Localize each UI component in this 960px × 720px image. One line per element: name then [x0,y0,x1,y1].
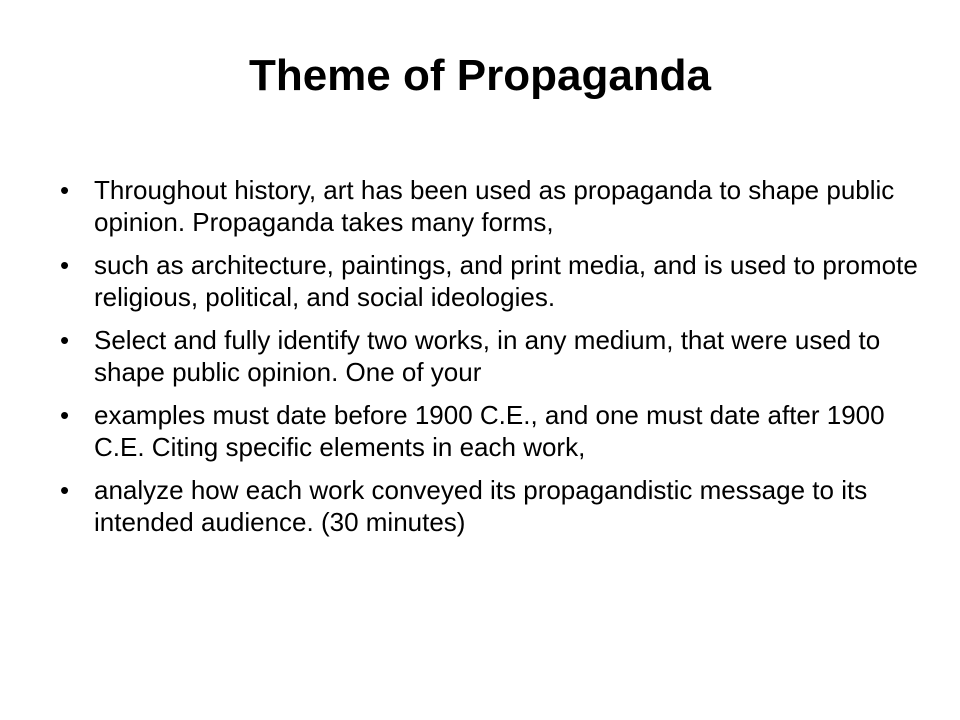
bullet-icon: • [60,250,70,280]
bullet-icon: • [60,475,70,505]
bullet-item [60,474,920,538]
bullet-text: analyze how each work conveyed its propagandistic message to its intended audience. (30 minutes) [94,475,868,537]
bullet-item [60,174,920,238]
bullet-icon: • [60,400,70,430]
bullet-item [60,324,920,388]
slide-title: Theme of Propaganda [248,51,712,100]
bullet-text: such as architecture, paintings, and print media, and is used to promote religious, political, and social ideologies. [94,250,918,312]
bullet-text: examples must date before 1900 C.E., and one must date after 1900 C.E. Citing specific elements in each work, [94,400,885,462]
bullet-item [60,399,920,463]
bullet-icon: • [60,175,70,205]
bullet-list [60,174,920,549]
bullet-icon: • [60,325,70,355]
bullet-text: Throughout history, art has been used as propaganda to shape public opinion. Propaganda takes many forms, [94,175,895,237]
bullet-text: Select and fully identify two works, in any medium, that were used to shape public opinion. One of your [94,325,881,387]
bullet-item [60,249,920,313]
